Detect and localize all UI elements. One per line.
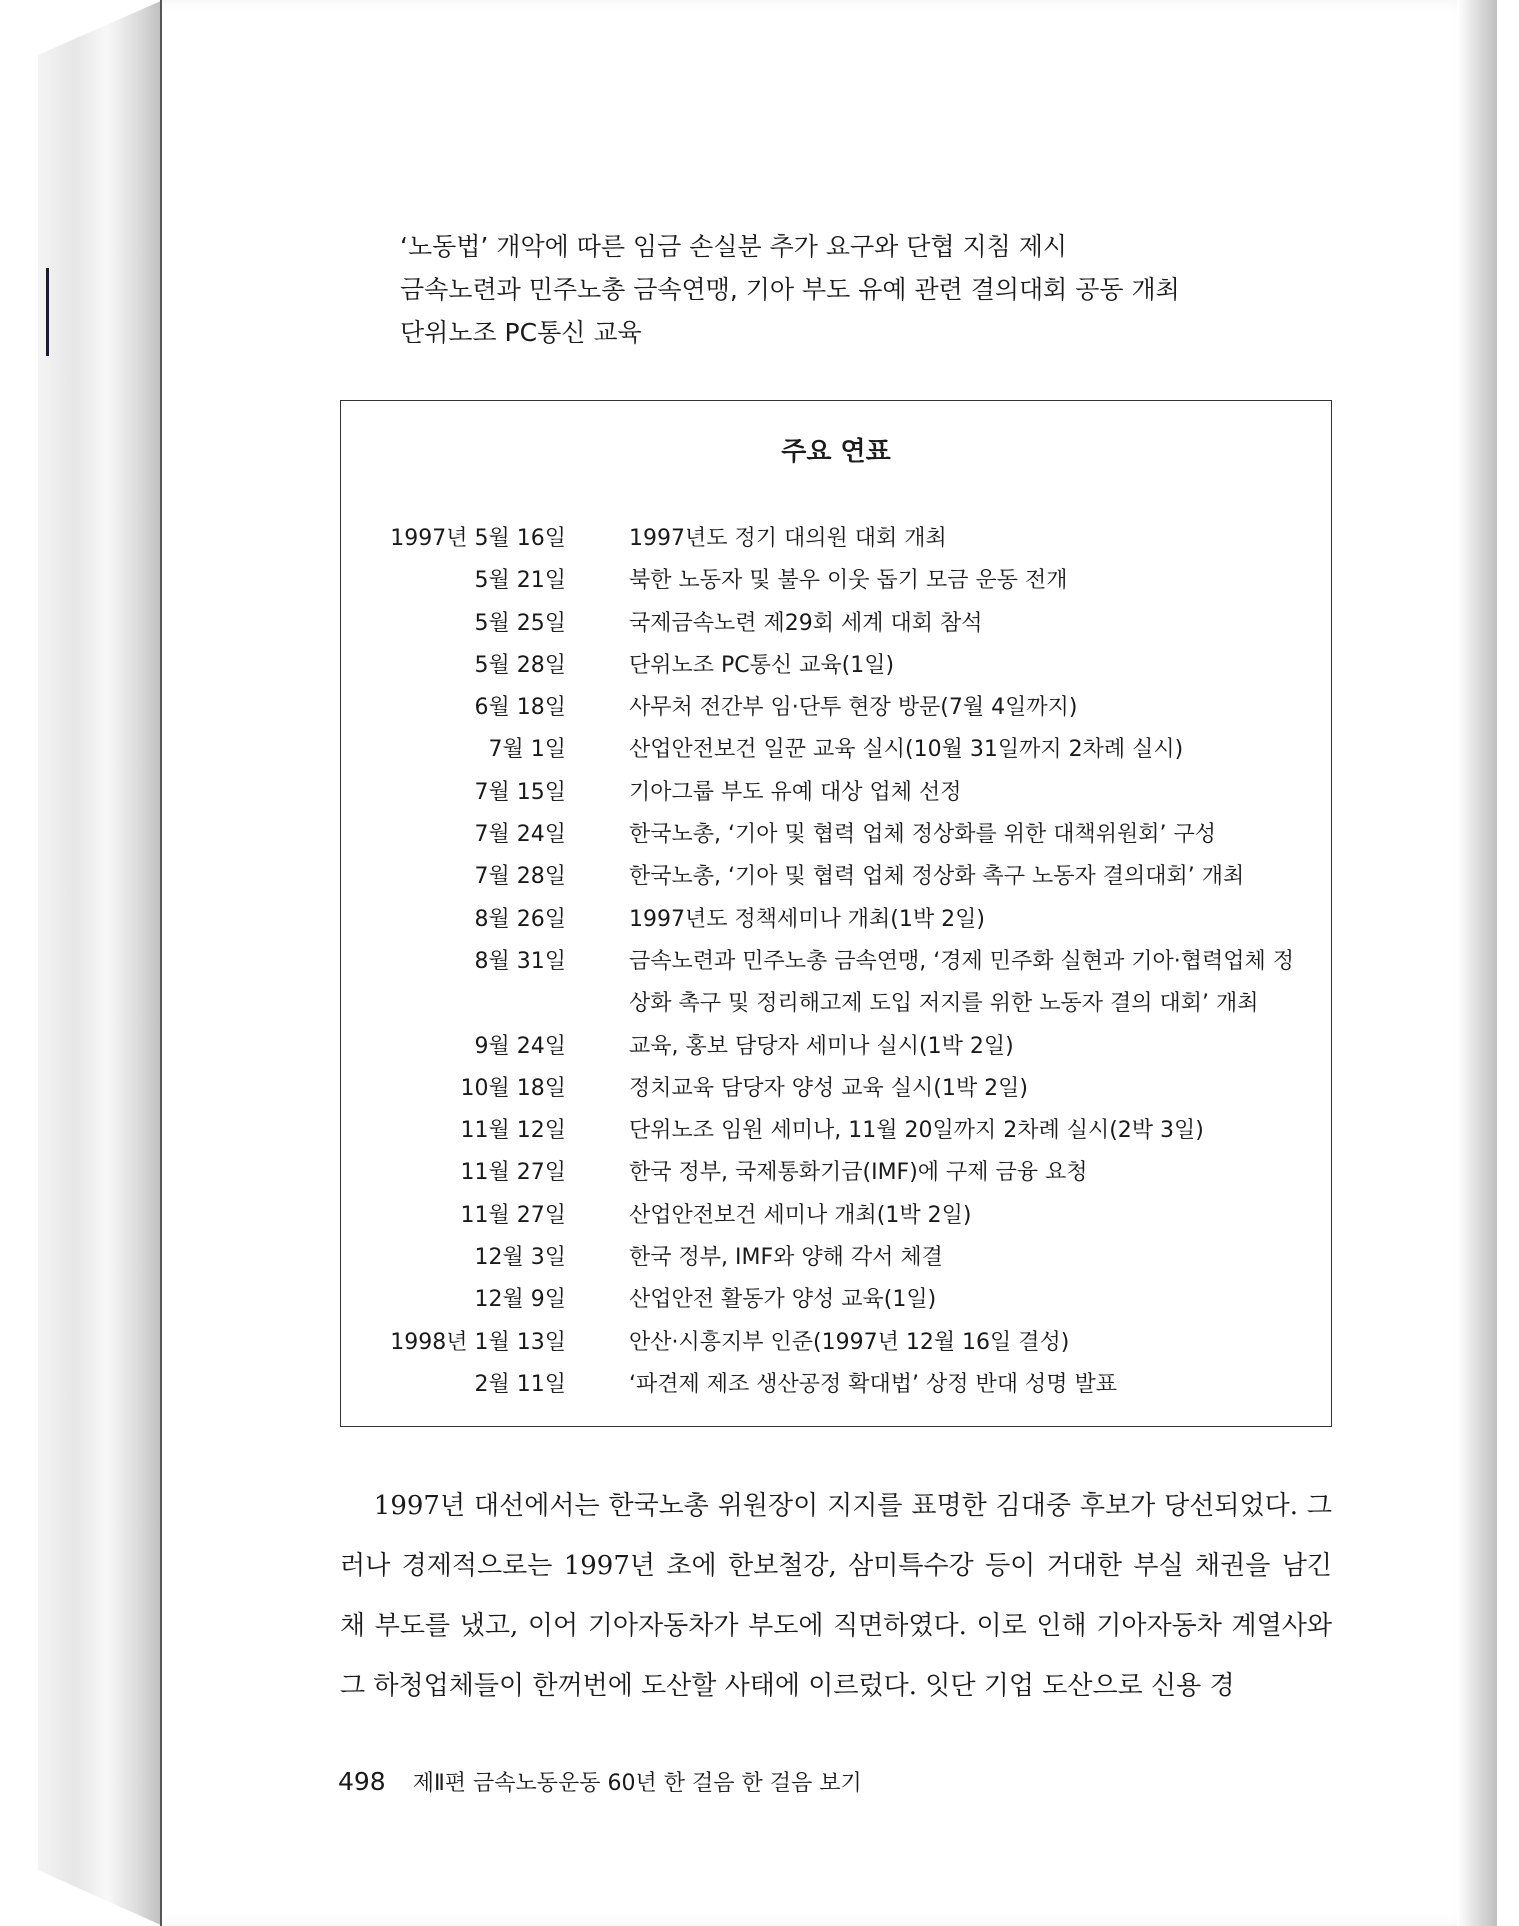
- chronology-date: 7월 15일: [474, 779, 566, 805]
- chronology-date: 1998년 1월 13일: [390, 1329, 566, 1355]
- chronology-date: 2월 11일: [474, 1371, 566, 1397]
- chronology-event: 국제금속노련 제29회 세계 대회 참석: [629, 610, 983, 636]
- intro-list: [400, 225, 1180, 354]
- chronology-date: 7월 28일: [474, 864, 566, 890]
- chronology-row: [341, 645, 1331, 687]
- chronology-date: 6월 18일: [474, 695, 566, 721]
- chronology-date: 5월 25일: [474, 610, 566, 636]
- chronology-date: 10월 18일: [460, 1075, 566, 1101]
- page-footer: [338, 1766, 862, 1797]
- chronology-row: [341, 603, 1331, 645]
- chronology-row: [341, 1237, 1331, 1279]
- chronology-row: [341, 772, 1331, 814]
- chronology-event: 교육, 홍보 담당자 세미나 실시(1박 2일): [629, 1033, 1014, 1059]
- intro-line: 단위노조 PC통신 교육: [400, 318, 642, 347]
- chronology-row: [341, 899, 1331, 941]
- chronology-event: 산업안전보건 세미나 개최(1박 2일): [629, 1202, 972, 1228]
- chronology-row: [341, 1195, 1331, 1237]
- page-number: 498: [338, 1767, 386, 1796]
- chronology-event: 1997년도 정기 대의원 대회 개최: [629, 526, 947, 551]
- bookmark-ribbon: [46, 268, 49, 356]
- chronology-event: 정치교육 담당자 양성 교육 실시(1박 2일): [629, 1075, 1028, 1101]
- chronology-date: 7월 1일: [488, 737, 566, 763]
- chronology-row: [341, 1026, 1331, 1068]
- chronology-date: 12월 9일: [474, 1287, 566, 1313]
- chronology-event: 한국노총, ‘기아 및 협력 업체 정상화 촉구 노동자 결의대회’ 개최: [629, 864, 1245, 890]
- chronology-date: 11월 27일: [460, 1160, 566, 1186]
- chronology-event: 1997년도 정책세미나 개최(1박 2일): [629, 906, 985, 932]
- intro-line: ‘노동법’ 개악에 따른 임금 손실분 추가 요구와 단협 지침 제시: [400, 232, 1068, 261]
- chronology-title: 주요 연표: [781, 437, 891, 467]
- chronology-event: 한국노총, ‘기아 및 협력 업체 정상화를 위한 대책위원회’ 구성: [629, 822, 1216, 848]
- chronology-date: 12월 3일: [474, 1245, 566, 1271]
- chronology-event: 기아그룹 부도 유예 대상 업체 선정: [629, 779, 962, 805]
- chronology-event: 산업안전 활동가 양성 교육(1일): [629, 1287, 937, 1313]
- chronology-event: 금속노련과 민주노총 금속연맹, ‘경제 민주화 실현과 기아·협력업체 정상화 촉구 및 정리해고제 도입 저지를 위한 노동자 결의 대회’ 개최: [629, 948, 1294, 1017]
- chronology-row: [341, 1364, 1331, 1406]
- chronology-date: 8월 31일: [474, 948, 566, 974]
- chronology-event: 안산·시흥지부 인준(1997년 12월 16일 결성): [629, 1329, 1070, 1355]
- chronology-event: 산업안전보건 일꾼 교육 실시(10월 31일까지 2차례 실시): [629, 737, 1184, 763]
- chronology-date: 7월 24일: [474, 822, 566, 848]
- chronology-event: 한국 정부, IMF와 양해 각서 체결: [629, 1245, 943, 1271]
- chronology-event: 사무처 전간부 임·단투 현장 방문(7월 4일까지): [629, 695, 1078, 721]
- chronology-row: [341, 560, 1331, 602]
- chronology-event: ‘파견제 제조 생산공정 확대법’ 상정 반대 성명 발표: [629, 1371, 1117, 1397]
- chronology-event: 단위노조 임원 세미나, 11월 20일까지 2차례 실시(2박 3일): [629, 1118, 1204, 1144]
- chronology-row: [341, 1110, 1331, 1152]
- chronology-list: [341, 518, 1331, 1406]
- chronology-row: [341, 1322, 1331, 1364]
- chronology-row: [341, 1279, 1331, 1321]
- intro-line: 금속노련과 민주노총 금속연맹, 기아 부도 유예 관련 결의대회 공동 개최: [400, 275, 1180, 304]
- chronology-row: [341, 1068, 1331, 1110]
- chronology-date: 9월 24일: [474, 1033, 566, 1059]
- chronology-date: 11월 27일: [460, 1202, 566, 1228]
- chronology-row: [341, 941, 1331, 1026]
- running-footer: 제Ⅱ편 금속노동운동 60년 한 걸음 한 걸음 보기: [412, 1771, 862, 1796]
- chronology-date: 8월 26일: [474, 906, 566, 932]
- chronology-event: 단위노조 PC통신 교육(1일): [629, 652, 895, 678]
- chronology-row: [341, 687, 1331, 729]
- chronology-event: 북한 노동자 및 불우 이웃 돕기 모금 운동 전개: [629, 568, 1068, 594]
- chronology-row: [341, 729, 1331, 771]
- chronology-row: [341, 856, 1331, 898]
- chronology-box: [340, 400, 1332, 1427]
- chronology-date: 11월 12일: [460, 1118, 566, 1144]
- chronology-row: [341, 1152, 1331, 1194]
- book-page-edges: [38, 0, 163, 1926]
- chronology-event: 한국 정부, 국제통화기금(IMF)에 구제 금융 요청: [629, 1160, 1088, 1186]
- chronology-date: 5월 21일: [474, 568, 566, 594]
- chronology-date: 1997년 5월 16일: [390, 526, 566, 551]
- chronology-date: 5월 28일: [474, 652, 566, 678]
- page-shadow: [1457, 0, 1497, 1926]
- body-paragraph: 1997년 대선에서는 한국노총 위원장이 지지를 표명한 김대중 후보가 당선되었다. 그러나 경제적으로는 1997년 초에 한보철강, 삼미특수강 등이 거대한 부실 채권을 남긴 채 부도를 냈고, 이어 기아자동차가 부도에 직면하였다. 이로 인해 기아자동차 계열사와 그 하청업체들이 한꺼번에 도산할 사태에 이르렀다. 잇단 기업 도산으로 신용 경: [340, 1491, 1332, 1701]
- chronology-row: [341, 518, 1331, 560]
- chronology-row: [341, 814, 1331, 856]
